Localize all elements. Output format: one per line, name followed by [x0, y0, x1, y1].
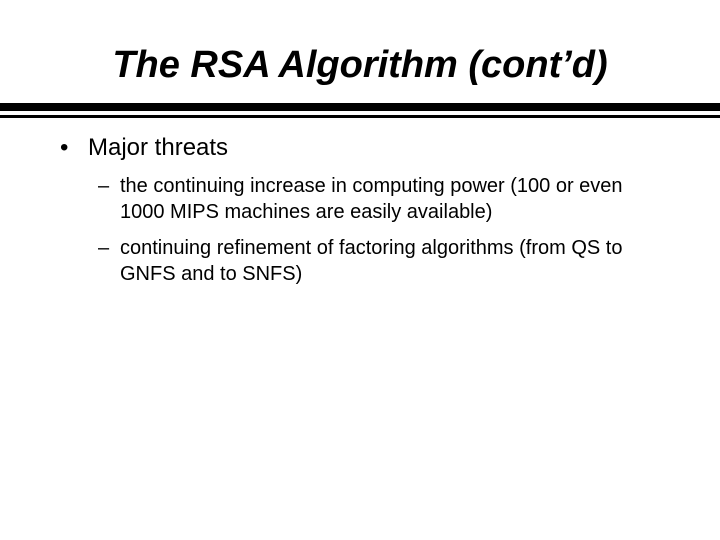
title-underline-thick — [0, 103, 720, 111]
title-underline-thin — [0, 115, 720, 118]
subitem-text: continuing refinement of factoring algorithms (from QS to GNFS and to SNFS) — [120, 237, 623, 285]
subitem-text: the continuing increase in computing power (100 or even 1000 MIPS machines are easily available) — [120, 175, 623, 223]
bullet-text: Major threats — [88, 134, 229, 161]
subitem-marker: – — [98, 175, 110, 197]
slide-title: The RSA Algorithm (cont’d) — [112, 44, 608, 86]
bullet-marker: • — [60, 134, 69, 161]
subitem-marker: – — [98, 237, 110, 259]
bullet-major-threats — [60, 133, 228, 163]
